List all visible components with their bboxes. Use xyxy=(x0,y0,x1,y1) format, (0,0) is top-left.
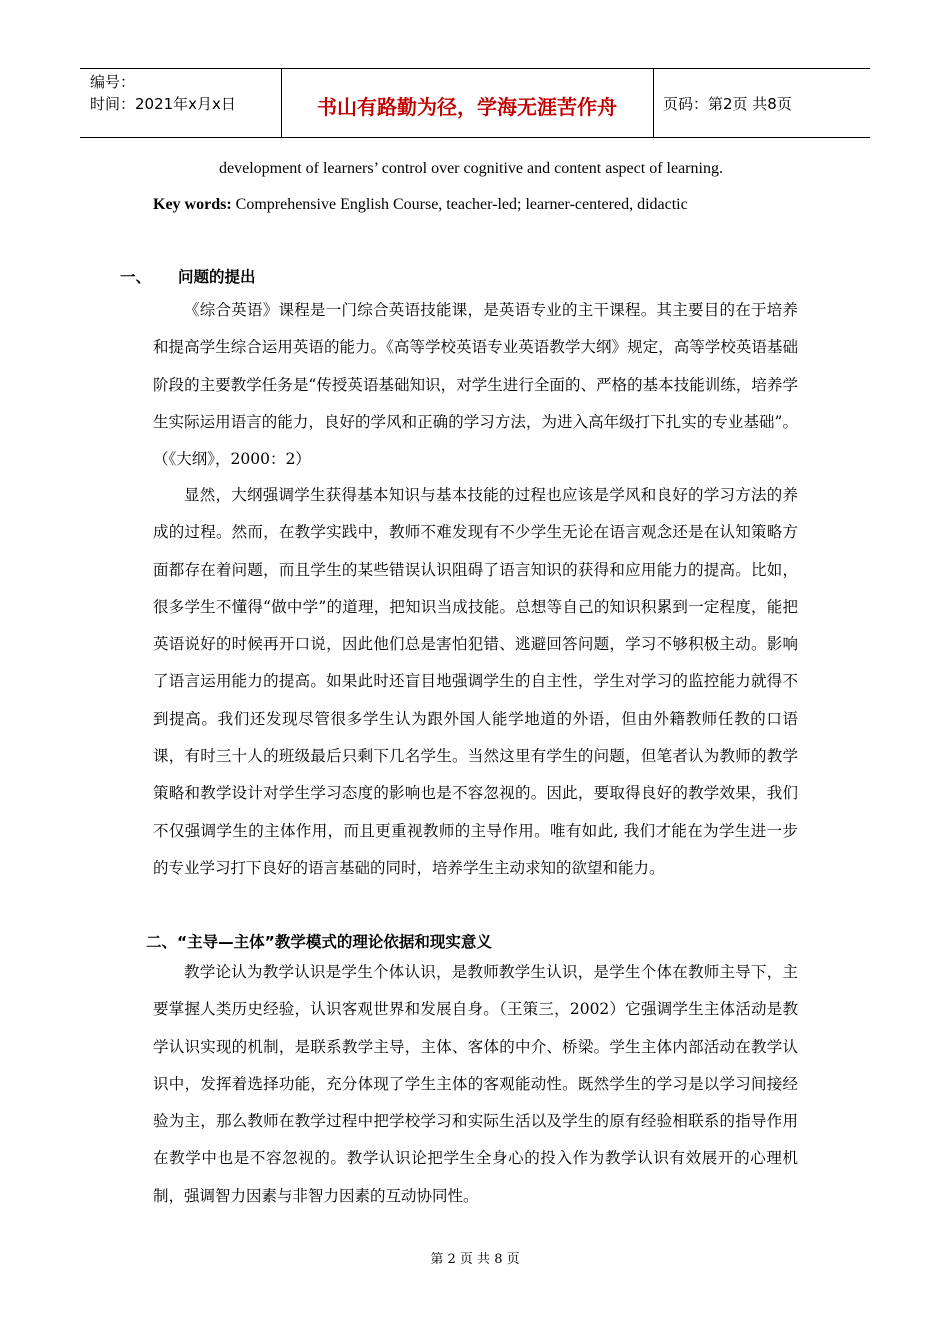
page-header xyxy=(80,68,870,138)
section-2-paragraph-1: 教学论认为教学认识是学生个体认识，是教师教学生认识，是学生个体在教师主导下，主要掌握人类历史经验，认识客观世界和发展自身。（王策三，2002）它强调学生主体活动是教学认识实现的机制，是联系教学主导，主体、客体的中介、桥梁。学生主体内部活动在教学认识中，发挥着选择功能，充分体现了学生主体的客观能动性。既然学生的学习是以学习间接经验为主，那么教师在教学过程中把学校学习和实际生活以及学生的原有经验相联系的指导作用在教学中也是不容忽视的。教学认识论把学生全身心的投入作为教学认识有效展开的心理机制，强调智力因素与非智力因素的互动协同性。 xyxy=(153,963,798,1205)
header-page-code: 页码：第2页 共8页 xyxy=(663,95,792,113)
document-number-label: 编号： xyxy=(90,73,136,91)
section-1-paragraph-2: 显然，大纲强调学生获得基本知识与基本技能的过程也应该是学风和良好的学习方法的养成的过程。然而，在教学实践中，教师不难发现有不少学生无论在语言观念还是在认知策略方面都存在着问题，而且学生的某些错误认识阻碍了语言知识的获得和应用能力的提高。比如，很多学生不懂得“做中学”的道理，把知识当成技能。总想等自己的知识积累到一定程度，能把英语说好的时候再开口说，因此他们总是害怕犯错、逃避回答问题，学习不够积极主动。影响了语言运用能力的提高。如果此时还盲目地强调学生的自主性，学生对学习的监控能力就得不到提高。我们还发现尽管很多学生认为跟外国人能学地道的外语，但由外籍教师任教的口语课，有时三十人的班级最后只剩下几名学生。当然这里有学生的问题，但笔者认为教师的教学策略和教学设计对学生学习态度的影响也是不容忽视的。因此，要取得良好的教学效果，我们不仅强调学生的主体作用，而且更重视教师的主导作用。唯有如此, 我们才能在为学生进一步的专业学习打下良好的语言基础的同时，培养学生主动求知的欲望和能力。 xyxy=(153,486,798,877)
document-date: 时间：2021年x月x日 xyxy=(90,95,236,113)
page-footer: 第 2 页 共 8 页 xyxy=(430,1252,520,1267)
section-2-heading: 二、“主导—主体”教学模式的理论依据和现实意义 xyxy=(146,933,492,951)
section-1-title: 问题的提出 xyxy=(178,268,256,286)
keywords-text: Comprehensive English Course, teacher-led; learner-centered, didactic xyxy=(231,196,688,213)
abstract-tail: development of learners’ control over cognitive and content aspect of learning. xyxy=(219,160,723,177)
section-1-paragraph-1: 《综合英语》课程是一门综合英语技能课，是英语专业的主干课程。其主要目的在于培养和提高学生综合运用英语的能力。《高等学校英语专业英语教学大纲》规定，高等学校英语基础阶段的主要教学任务是“传授英语基础知识，对学生进行全面的、严格的基本技能训练，培养学生实际运用语言的能力，良好的学风和正确的学习方法，为进入高年级打下扎实的专业基础”。（《大纲》，2000：2） xyxy=(153,301,798,469)
header-page-cell xyxy=(653,69,870,137)
header-motto-cell xyxy=(281,69,654,137)
keywords-label: Key words: xyxy=(153,196,232,213)
header-info-cell xyxy=(80,69,282,137)
section-1-number: 一、 xyxy=(120,268,152,286)
section-1-heading xyxy=(120,265,256,287)
header-motto: 书山有路勤为径，学海无涯苦作舟 xyxy=(317,95,617,119)
keywords-line xyxy=(153,196,688,214)
